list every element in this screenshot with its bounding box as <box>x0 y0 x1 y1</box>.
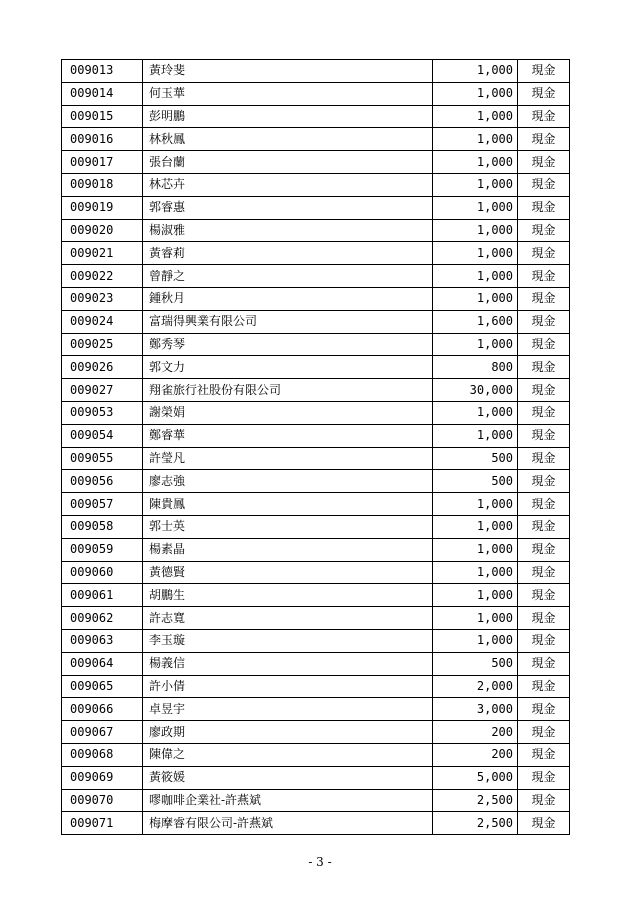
payment-method-cell: 現金 <box>518 538 570 561</box>
table-row <box>62 356 570 379</box>
donor-id-cell: 009016 <box>62 128 143 151</box>
donor-name-cell: 胡鵬生 <box>143 584 433 607</box>
donor-name-cell: 梅摩睿有限公司-許燕斌 <box>143 812 433 835</box>
donor-id-cell: 009021 <box>62 242 143 265</box>
donor-id-cell: 009019 <box>62 196 143 219</box>
payment-method-cell: 現金 <box>518 196 570 219</box>
donor-name-cell: 張台蘭 <box>143 151 433 174</box>
donor-id-cell: 009067 <box>62 721 143 744</box>
payment-method-cell: 現金 <box>518 105 570 128</box>
payment-method-cell: 現金 <box>518 60 570 83</box>
donor-name-cell: 楊素晶 <box>143 538 433 561</box>
donor-name-cell: 翔雀旅行社股份有限公司 <box>143 379 433 402</box>
table-row <box>62 607 570 630</box>
amount-cell: 2,500 <box>433 789 518 812</box>
payment-method-cell: 現金 <box>518 584 570 607</box>
donor-name-cell: 林芯卉 <box>143 173 433 196</box>
donor-name-cell: 富瑞得興業有限公司 <box>143 310 433 333</box>
payment-method-cell: 現金 <box>518 310 570 333</box>
donor-name-cell: 楊義信 <box>143 652 433 675</box>
amount-cell: 500 <box>433 447 518 470</box>
table-row <box>62 584 570 607</box>
payment-method-cell: 現金 <box>518 721 570 744</box>
donor-name-cell: 陳偉之 <box>143 743 433 766</box>
donor-id-cell: 009020 <box>62 219 143 242</box>
amount-cell: 2,500 <box>433 812 518 835</box>
amount-cell: 1,000 <box>433 219 518 242</box>
payment-method-cell: 現金 <box>518 242 570 265</box>
donor-id-cell: 009058 <box>62 515 143 538</box>
donor-name-cell: 郭睿惠 <box>143 196 433 219</box>
donor-name-cell: 許志寬 <box>143 607 433 630</box>
amount-cell: 1,000 <box>433 173 518 196</box>
page-number: - 3 - <box>308 855 332 869</box>
donor-id-cell: 009064 <box>62 652 143 675</box>
amount-cell: 1,000 <box>433 401 518 424</box>
donor-id-cell: 009056 <box>62 470 143 493</box>
amount-cell: 1,000 <box>433 287 518 310</box>
donor-id-cell: 009059 <box>62 538 143 561</box>
amount-cell: 1,000 <box>433 424 518 447</box>
amount-cell: 200 <box>433 721 518 744</box>
table-row <box>62 721 570 744</box>
table-row <box>62 652 570 675</box>
donor-id-cell: 009057 <box>62 493 143 516</box>
table-row <box>62 424 570 447</box>
donor-id-cell: 009022 <box>62 265 143 288</box>
donor-name-cell: 李玉璇 <box>143 629 433 652</box>
donor-id-cell: 009025 <box>62 333 143 356</box>
payment-method-cell: 現金 <box>518 470 570 493</box>
donor-name-cell: 黃睿莉 <box>143 242 433 265</box>
payment-method-cell: 現金 <box>518 447 570 470</box>
payment-method-cell: 現金 <box>518 493 570 516</box>
donor-name-cell: 黃筱媛 <box>143 766 433 789</box>
payment-method-cell: 現金 <box>518 356 570 379</box>
payment-method-cell: 現金 <box>518 151 570 174</box>
donor-id-cell: 009069 <box>62 766 143 789</box>
payment-method-cell: 現金 <box>518 652 570 675</box>
amount-cell: 1,000 <box>433 333 518 356</box>
donation-table-body <box>62 60 570 835</box>
table-row <box>62 333 570 356</box>
payment-method-cell: 現金 <box>518 128 570 151</box>
amount-cell: 1,000 <box>433 196 518 219</box>
donor-name-cell: 鄭秀琴 <box>143 333 433 356</box>
payment-method-cell: 現金 <box>518 675 570 698</box>
table-row <box>62 812 570 835</box>
amount-cell: 5,000 <box>433 766 518 789</box>
donor-id-cell: 009061 <box>62 584 143 607</box>
amount-cell: 1,000 <box>433 607 518 630</box>
amount-cell: 1,000 <box>433 561 518 584</box>
donor-name-cell: 郭士英 <box>143 515 433 538</box>
table-row <box>62 196 570 219</box>
amount-cell: 1,000 <box>433 128 518 151</box>
donor-name-cell: 黃玲斐 <box>143 60 433 83</box>
donor-id-cell: 009071 <box>62 812 143 835</box>
donor-id-cell: 009065 <box>62 675 143 698</box>
donor-id-cell: 009015 <box>62 105 143 128</box>
donor-id-cell: 009063 <box>62 629 143 652</box>
table-row <box>62 60 570 83</box>
amount-cell: 800 <box>433 356 518 379</box>
amount-cell: 500 <box>433 470 518 493</box>
table-row <box>62 538 570 561</box>
table-row <box>62 379 570 402</box>
amount-cell: 1,000 <box>433 60 518 83</box>
table-row <box>62 743 570 766</box>
donor-name-cell: 黃德賢 <box>143 561 433 584</box>
donor-id-cell: 009013 <box>62 60 143 83</box>
donor-name-cell: 郭文力 <box>143 356 433 379</box>
table-row <box>62 242 570 265</box>
donor-name-cell: 何玉華 <box>143 82 433 105</box>
donor-id-cell: 009055 <box>62 447 143 470</box>
table-row <box>62 561 570 584</box>
payment-method-cell: 現金 <box>518 698 570 721</box>
donor-id-cell: 009070 <box>62 789 143 812</box>
amount-cell: 1,000 <box>433 584 518 607</box>
donor-id-cell: 009066 <box>62 698 143 721</box>
amount-cell: 1,000 <box>433 82 518 105</box>
donor-name-cell: 許小倩 <box>143 675 433 698</box>
amount-cell: 2,000 <box>433 675 518 698</box>
donor-id-cell: 009018 <box>62 173 143 196</box>
table-row <box>62 401 570 424</box>
payment-method-cell: 現金 <box>518 333 570 356</box>
amount-cell: 1,000 <box>433 242 518 265</box>
amount-cell: 1,000 <box>433 515 518 538</box>
table-row <box>62 675 570 698</box>
payment-method-cell: 現金 <box>518 219 570 242</box>
donor-id-cell: 009014 <box>62 82 143 105</box>
table-row <box>62 265 570 288</box>
table-row <box>62 447 570 470</box>
donor-name-cell: 楊淑雅 <box>143 219 433 242</box>
payment-method-cell: 現金 <box>518 173 570 196</box>
donor-name-cell: 鄭睿華 <box>143 424 433 447</box>
table-row <box>62 629 570 652</box>
amount-cell: 1,000 <box>433 493 518 516</box>
donor-id-cell: 009054 <box>62 424 143 447</box>
donor-id-cell: 009026 <box>62 356 143 379</box>
donor-id-cell: 009023 <box>62 287 143 310</box>
table-row <box>62 151 570 174</box>
amount-cell: 1,000 <box>433 151 518 174</box>
payment-method-cell: 現金 <box>518 401 570 424</box>
payment-method-cell: 現金 <box>518 424 570 447</box>
donor-name-cell: 鍾秋月 <box>143 287 433 310</box>
donor-name-cell: 曾靜之 <box>143 265 433 288</box>
amount-cell: 1,000 <box>433 265 518 288</box>
payment-method-cell: 現金 <box>518 607 570 630</box>
donor-name-cell: 廖志強 <box>143 470 433 493</box>
payment-method-cell: 現金 <box>518 812 570 835</box>
donor-name-cell: 嘐咖啡企業社-許燕斌 <box>143 789 433 812</box>
donor-id-cell: 009024 <box>62 310 143 333</box>
table-row <box>62 287 570 310</box>
amount-cell: 1,000 <box>433 105 518 128</box>
payment-method-cell: 現金 <box>518 789 570 812</box>
amount-cell: 500 <box>433 652 518 675</box>
payment-method-cell: 現金 <box>518 379 570 402</box>
table-row <box>62 470 570 493</box>
table-row <box>62 219 570 242</box>
payment-method-cell: 現金 <box>518 629 570 652</box>
table-row <box>62 173 570 196</box>
amount-cell: 3,000 <box>433 698 518 721</box>
donor-id-cell: 009068 <box>62 743 143 766</box>
table-row <box>62 766 570 789</box>
table-row <box>62 128 570 151</box>
donor-name-cell: 卓昱宇 <box>143 698 433 721</box>
donor-name-cell: 陳貴鳳 <box>143 493 433 516</box>
donor-id-cell: 009053 <box>62 401 143 424</box>
payment-method-cell: 現金 <box>518 265 570 288</box>
donor-id-cell: 009027 <box>62 379 143 402</box>
amount-cell: 1,600 <box>433 310 518 333</box>
table-row <box>62 698 570 721</box>
table-row <box>62 310 570 333</box>
table-row <box>62 493 570 516</box>
donor-name-cell: 林秋鳳 <box>143 128 433 151</box>
table-row <box>62 789 570 812</box>
payment-method-cell: 現金 <box>518 743 570 766</box>
donor-id-cell: 009062 <box>62 607 143 630</box>
payment-method-cell: 現金 <box>518 766 570 789</box>
payment-method-cell: 現金 <box>518 561 570 584</box>
payment-method-cell: 現金 <box>518 82 570 105</box>
amount-cell: 200 <box>433 743 518 766</box>
table-row <box>62 105 570 128</box>
table-row <box>62 82 570 105</box>
donor-id-cell: 009060 <box>62 561 143 584</box>
payment-method-cell: 現金 <box>518 515 570 538</box>
donation-table <box>61 59 570 835</box>
donor-name-cell: 許瑩凡 <box>143 447 433 470</box>
amount-cell: 1,000 <box>433 538 518 561</box>
amount-cell: 1,000 <box>433 629 518 652</box>
amount-cell: 30,000 <box>433 379 518 402</box>
donor-id-cell: 009017 <box>62 151 143 174</box>
table-row <box>62 515 570 538</box>
donor-name-cell: 謝榮娟 <box>143 401 433 424</box>
donor-name-cell: 彭明鵬 <box>143 105 433 128</box>
payment-method-cell: 現金 <box>518 287 570 310</box>
donor-name-cell: 廖政期 <box>143 721 433 744</box>
